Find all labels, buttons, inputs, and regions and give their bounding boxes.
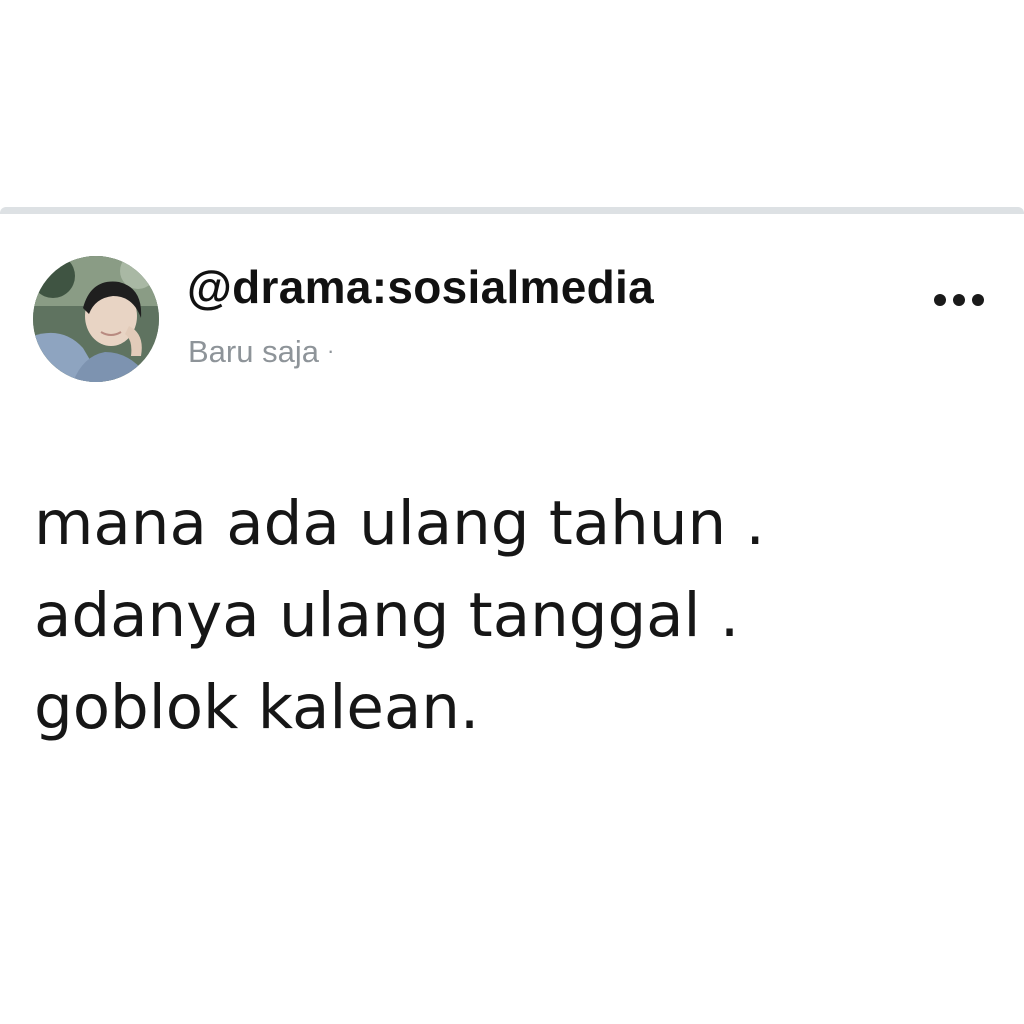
post-card	[0, 207, 1024, 817]
post-line: adanya ulang tanggal .	[34, 580, 740, 651]
post-body	[34, 478, 994, 754]
more-horizontal-icon	[953, 294, 965, 306]
more-horizontal-icon	[972, 294, 984, 306]
meta-separator: ·	[326, 338, 335, 363]
more-horizontal-icon	[934, 294, 946, 306]
avatar[interactable]	[33, 256, 159, 382]
username[interactable]: @drama:sosialmedia	[187, 261, 654, 313]
timestamp: Baru saja	[188, 334, 319, 369]
more-options-button[interactable]	[928, 282, 992, 318]
post-line: mana ada ulang tahun .	[34, 488, 765, 559]
post-line: goblok kalean.	[34, 672, 480, 743]
avatar-photo-icon	[33, 256, 159, 382]
post-meta	[188, 334, 334, 370]
